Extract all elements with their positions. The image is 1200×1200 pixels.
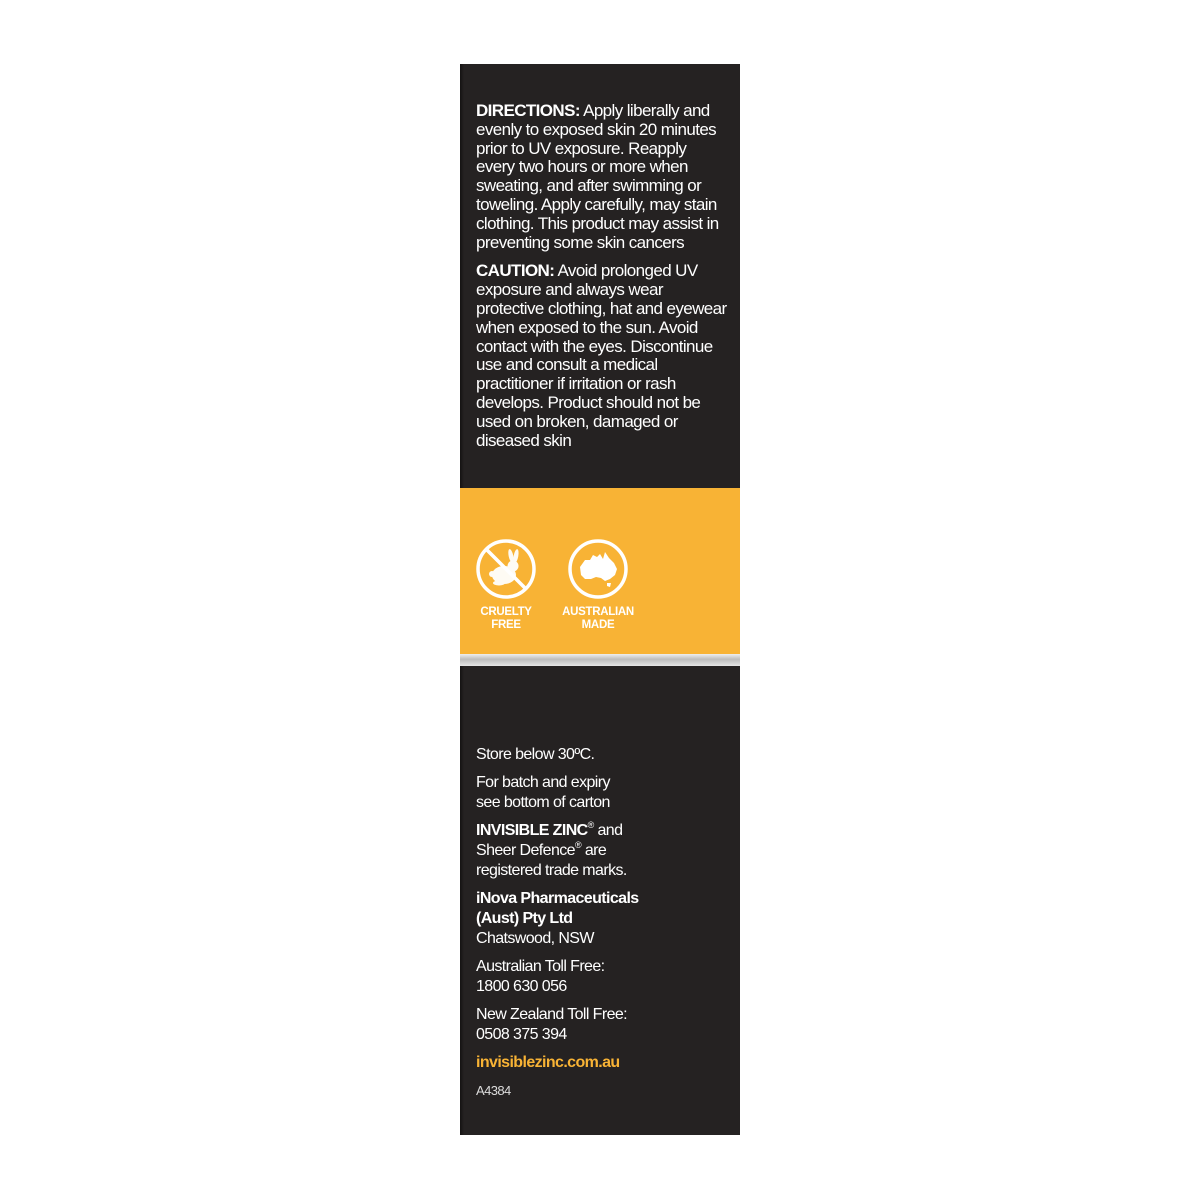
- company-name-line1: iNova Pharmaceuticals: [476, 890, 639, 907]
- storage-text: Store below 30ºC.: [476, 746, 595, 763]
- nz-toll-free-number: 0508 375 394: [476, 1026, 567, 1043]
- australia-map-icon: [567, 538, 629, 600]
- australian-made-label: [562, 606, 634, 632]
- caution-text: Avoid prolonged UV exposure and always wear protective clothing, hat and eyewear when exposed to the sun. Avoid contact with the eyes. Discontinue use and consult a medical practitioner if irritation or rash develops. Product should not be used on broken, damaged or diseased skin: [476, 261, 727, 450]
- cruelty-free-badge: [470, 538, 542, 632]
- cruelty-free-label: [470, 606, 542, 632]
- cruelty-free-line2: FREE: [491, 619, 521, 631]
- australian-made-line2: MADE: [581, 619, 615, 631]
- australian-made-line1: AUSTRALIAN: [562, 606, 634, 618]
- product-name: Sheer Defence: [476, 842, 575, 859]
- cruelty-free-line1: CRUELTY: [480, 606, 532, 618]
- crossed-rabbit-icon: [475, 538, 537, 600]
- au-toll-free-label: Australian Toll Free:: [476, 958, 605, 975]
- trademarks-registered: registered trade marks.: [476, 862, 627, 879]
- info-text-block: [476, 745, 728, 1109]
- carton-side-panel: [460, 64, 740, 1135]
- batch-expiry-text: [476, 773, 728, 813]
- batch-line1: For batch and expiry: [476, 774, 610, 791]
- website-url: invisiblezinc.com.au: [476, 1054, 620, 1071]
- caution-paragraph: [476, 262, 728, 450]
- company-text: [476, 889, 728, 949]
- company-location: Chatswood, NSW: [476, 930, 594, 947]
- australian-made-badge: [562, 538, 634, 632]
- trademarks-and: and: [593, 822, 623, 839]
- caution-heading: CAUTION:: [476, 261, 555, 281]
- registered-mark: ®: [574, 840, 581, 850]
- registered-mark: ®: [587, 820, 594, 830]
- nz-contact: [476, 1005, 728, 1045]
- trademarks-are: are: [580, 842, 607, 859]
- warnings-text-block: [476, 102, 728, 460]
- au-toll-free-number: 1800 630 056: [476, 978, 567, 995]
- silver-stripe: [460, 654, 740, 666]
- directions-heading: DIRECTIONS:: [476, 101, 580, 120]
- au-contact: [476, 957, 728, 997]
- trademarks-text: [476, 821, 728, 881]
- directions-text: Apply liberally and evenly to exposed skin 20 minutes prior to UV exposure. Reapply every two hours or more when sweating, and after swimming or toweling. Apply carefully, may stain clothing. This product may assist in preventing some skin cancers: [476, 101, 719, 252]
- batch-line2: see bottom of carton: [476, 794, 610, 811]
- directions-paragraph: [476, 102, 728, 252]
- brand-name: INVISIBLE ZINC: [476, 822, 588, 839]
- nz-toll-free-label: New Zealand Toll Free:: [476, 1006, 628, 1023]
- company-name-line2: (Aust) Pty Ltd: [476, 910, 573, 927]
- product-code: A4384: [476, 1083, 511, 1098]
